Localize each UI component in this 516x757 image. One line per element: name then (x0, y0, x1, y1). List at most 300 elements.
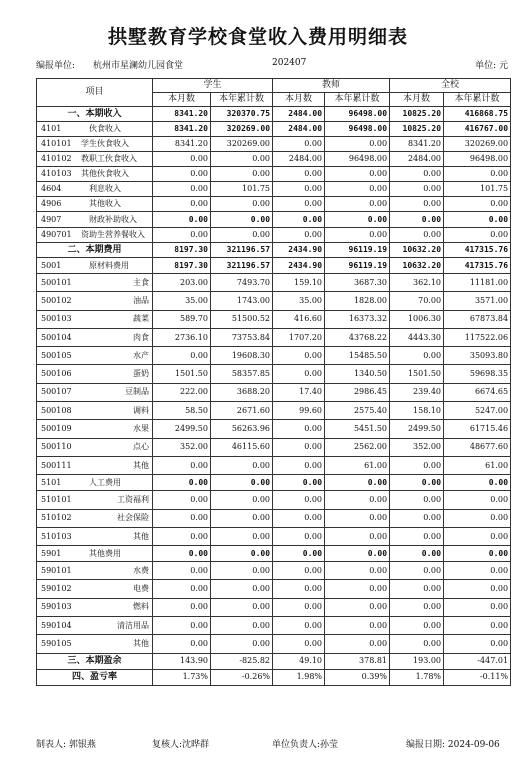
value-cell: 2575.40 (325, 402, 390, 420)
value-cell: 2434.90 (273, 243, 325, 258)
value-cell: 416868.75 (444, 107, 511, 122)
value-cell: 0.00 (444, 167, 511, 182)
table-row (37, 653, 511, 669)
value-cell: 0.00 (273, 347, 325, 365)
value-cell: 0.00 (444, 635, 511, 653)
value-cell: 0.00 (273, 546, 325, 562)
item-code: 4907 (41, 214, 62, 224)
value-cell: 43768.22 (325, 328, 390, 346)
item-code: 410103 (41, 169, 72, 178)
row-label (37, 402, 153, 420)
row-label (37, 243, 153, 258)
sub-header-month: 本月数 (390, 93, 444, 107)
value-cell: 0.00 (325, 598, 390, 616)
value-cell: 8341.20 (153, 122, 211, 137)
value-cell: 158.10 (390, 402, 444, 420)
value-cell: -447.01 (444, 653, 511, 669)
value-cell: 0.00 (444, 475, 511, 491)
value-cell: 2671.60 (211, 402, 273, 420)
row-label (37, 107, 153, 122)
group-header-teacher: 教师 (273, 79, 390, 93)
value-cell: -825.82 (211, 653, 273, 669)
value-cell: 0.00 (211, 475, 273, 491)
value-cell: 0.00 (325, 546, 390, 562)
value-cell: 0.00 (325, 635, 390, 653)
table-row (37, 243, 511, 258)
row-label (37, 475, 153, 491)
value-cell: 159.10 (273, 274, 325, 292)
value-cell: 0.00 (273, 182, 325, 197)
item-name: 其他费用 (89, 548, 121, 558)
item-code: 510102 (41, 513, 72, 523)
value-cell: 320269.00 (211, 122, 273, 137)
table-row (37, 509, 511, 527)
table-row (37, 182, 511, 197)
item-code: 490701 (41, 230, 72, 239)
value-cell: 416.60 (273, 310, 325, 328)
item-name: 油品 (133, 295, 149, 305)
row-label (37, 617, 153, 635)
value-cell: 8341.20 (390, 137, 444, 152)
value-cell: 1501.50 (153, 365, 211, 383)
value-cell: 0.00 (211, 598, 273, 616)
currency-unit: 单位: 元 (475, 61, 508, 71)
value-cell: 0.00 (325, 197, 390, 212)
value-cell: 0.00 (325, 509, 390, 527)
value-cell: 96498.00 (444, 152, 511, 167)
item-name: 蔬菜 (133, 314, 149, 324)
value-cell: 320269.00 (444, 137, 511, 152)
value-cell: 0.00 (325, 527, 390, 545)
value-cell: 0.00 (444, 228, 511, 243)
row-label (37, 212, 153, 228)
table-row (37, 107, 511, 122)
value-cell: 0.00 (153, 562, 211, 580)
table-row (37, 167, 511, 182)
value-cell: 0.00 (211, 617, 273, 635)
item-name: 主食 (133, 277, 149, 287)
value-cell: 1.73% (153, 669, 211, 685)
value-cell: 0.00 (325, 580, 390, 598)
value-cell: 0.00 (273, 509, 325, 527)
value-cell: 1501.50 (390, 365, 444, 383)
item-name: 教职工伙食收入 (81, 154, 137, 163)
value-cell: 7493.70 (211, 274, 273, 292)
value-cell: 0.00 (325, 182, 390, 197)
row-label (37, 274, 153, 292)
value-cell: 0.00 (211, 456, 273, 474)
maker: 制表人: 郭银燕 (36, 740, 96, 750)
value-cell: 0.00 (325, 137, 390, 152)
table-row (37, 383, 511, 401)
value-cell: 0.00 (390, 635, 444, 653)
value-cell: 96119.19 (325, 258, 390, 274)
item-name: 资助生营养餐收入 (81, 230, 145, 239)
value-cell: 0.00 (444, 491, 511, 509)
value-cell: 0.00 (390, 212, 444, 228)
item-code: 500108 (41, 405, 72, 415)
item-code: 410102 (41, 154, 72, 163)
value-cell: 0.00 (273, 167, 325, 182)
row-label (37, 365, 153, 383)
value-cell: 0.00 (444, 598, 511, 616)
value-cell: 3688.20 (211, 383, 273, 401)
value-cell: 0.00 (390, 562, 444, 580)
item-code: 590105 (41, 638, 72, 648)
item-name: 其他 (133, 460, 149, 470)
table-row (37, 328, 511, 346)
value-cell: 0.00 (273, 456, 325, 474)
item-code: 590102 (41, 584, 72, 594)
value-cell: 0.00 (153, 456, 211, 474)
value-cell: 0.00 (444, 212, 511, 228)
item-name: 水费 (133, 565, 149, 575)
value-cell: 417315.76 (444, 243, 511, 258)
table-row (37, 122, 511, 137)
item-name: 调料 (133, 405, 149, 415)
value-cell: 352.00 (390, 438, 444, 456)
value-cell: 10632.20 (390, 258, 444, 274)
row-label (37, 347, 153, 365)
value-cell: 0.00 (153, 509, 211, 527)
value-cell: 0.00 (153, 546, 211, 562)
value-cell: 1006.30 (390, 310, 444, 328)
table-row (37, 562, 511, 580)
value-cell: 0.00 (390, 475, 444, 491)
value-cell: 0.00 (390, 598, 444, 616)
group-header-school: 全校 (390, 79, 511, 93)
value-cell: 0.00 (273, 580, 325, 598)
item-name: 其他收入 (89, 199, 121, 208)
item-code: 510101 (41, 494, 72, 504)
value-cell: 0.00 (390, 347, 444, 365)
item-name: 财政补助收入 (89, 214, 137, 224)
value-cell: -0.11% (444, 669, 511, 685)
value-cell: 0.00 (273, 228, 325, 243)
item-name: 清洁用品 (117, 620, 149, 630)
row-label (37, 527, 153, 545)
table-row (37, 617, 511, 635)
value-cell: 8197.30 (153, 258, 211, 274)
table-row (37, 402, 511, 420)
value-cell: 416767.00 (444, 122, 511, 137)
value-cell: 1.98% (273, 669, 325, 685)
value-cell: 8341.20 (153, 107, 211, 122)
table-row (37, 420, 511, 438)
table-row (37, 456, 511, 474)
value-cell: 96498.00 (325, 107, 390, 122)
item-code: 410101 (41, 139, 72, 148)
value-cell: 0.00 (390, 197, 444, 212)
item-code: 500105 (41, 350, 72, 360)
value-cell: 15485.50 (325, 347, 390, 365)
item-code: 500101 (41, 277, 72, 287)
item-name: 二、本期费用 (67, 244, 122, 255)
value-cell: 0.00 (390, 456, 444, 474)
value-cell: 0.00 (273, 527, 325, 545)
item-code: 500107 (41, 387, 72, 397)
table-row (37, 212, 511, 228)
row-label (37, 669, 153, 685)
row-label (37, 546, 153, 562)
value-cell: 0.00 (211, 212, 273, 228)
value-cell: 239.40 (390, 383, 444, 401)
item-code: 4101 (41, 124, 62, 133)
unit-label: 编报单位: (36, 61, 76, 71)
value-cell: 193.00 (390, 653, 444, 669)
value-cell: 8197.30 (153, 243, 211, 258)
table-row (37, 580, 511, 598)
value-cell: 10825.20 (390, 122, 444, 137)
row-label (37, 420, 153, 438)
item-name: 一、本期收入 (67, 108, 122, 119)
table-row (37, 197, 511, 212)
table-row (37, 598, 511, 616)
value-cell: 0.00 (153, 580, 211, 598)
value-cell: 61.00 (444, 456, 511, 474)
value-cell: 0.00 (390, 167, 444, 182)
row-label (37, 491, 153, 509)
item-code: 4604 (41, 184, 62, 193)
value-cell: 417315.76 (444, 258, 511, 274)
value-cell: 0.00 (153, 598, 211, 616)
report-date: 编报日期: 2024-09-06 (406, 740, 500, 750)
row-label (37, 383, 153, 401)
value-cell: 101.75 (211, 182, 273, 197)
value-cell: 19608.30 (211, 347, 273, 365)
row-label (37, 562, 153, 580)
value-cell: 378.81 (325, 653, 390, 669)
item-name: 其他 (133, 531, 149, 541)
value-cell: 0.00 (211, 580, 273, 598)
sub-header-ytd: 本年累计数 (444, 93, 511, 107)
value-cell: 0.00 (390, 182, 444, 197)
value-cell: 0.00 (153, 617, 211, 635)
value-cell: 321196.57 (211, 258, 273, 274)
value-cell: 0.00 (211, 152, 273, 167)
item-code: 590101 (41, 565, 72, 575)
value-cell: 99.60 (273, 402, 325, 420)
value-cell: 0.00 (273, 197, 325, 212)
report-period: 202407 (272, 58, 307, 68)
row-label (37, 292, 153, 310)
value-cell: 1828.00 (325, 292, 390, 310)
value-cell: 0.00 (211, 491, 273, 509)
item-code: 590104 (41, 620, 72, 630)
value-cell: 0.00 (211, 167, 273, 182)
item-code: 510103 (41, 531, 72, 541)
row-label (37, 258, 153, 274)
item-name: 其他伙食收入 (81, 169, 129, 178)
table-row (37, 491, 511, 509)
value-cell: 2562.00 (325, 438, 390, 456)
sub-header-month: 本月数 (273, 93, 325, 107)
value-cell: 0.00 (273, 598, 325, 616)
value-cell: 48677.60 (444, 438, 511, 456)
value-cell: 0.00 (153, 167, 211, 182)
value-cell: 0.00 (390, 580, 444, 598)
value-cell: 143.90 (153, 653, 211, 669)
value-cell: 0.00 (325, 212, 390, 228)
value-cell: 10825.20 (390, 107, 444, 122)
value-cell: 16373.32 (325, 310, 390, 328)
table-row (37, 152, 511, 167)
value-cell: 0.00 (153, 228, 211, 243)
table-row (37, 527, 511, 545)
value-cell: 5247.00 (444, 402, 511, 420)
value-cell: 0.00 (273, 212, 325, 228)
table-row (37, 365, 511, 383)
value-cell: 0.00 (325, 475, 390, 491)
value-cell: 0.00 (325, 617, 390, 635)
item-code: 5101 (41, 477, 62, 487)
value-cell: 0.00 (273, 562, 325, 580)
value-cell: 320269.00 (211, 137, 273, 152)
row-label (37, 197, 153, 212)
value-cell: 0.00 (444, 527, 511, 545)
value-cell: 70.00 (390, 292, 444, 310)
row-label (37, 137, 153, 152)
value-cell: 0.00 (211, 546, 273, 562)
item-name: 电费 (133, 584, 149, 594)
value-cell: 0.00 (211, 635, 273, 653)
value-cell: 10632.20 (390, 243, 444, 258)
item-name: 原材料费用 (89, 260, 129, 270)
value-cell: 11181.00 (444, 274, 511, 292)
value-cell: 0.00 (273, 491, 325, 509)
group-header-student: 学生 (153, 79, 273, 93)
value-cell: 56263.96 (211, 420, 273, 438)
item-code: 500104 (41, 332, 72, 342)
value-cell: 46115.60 (211, 438, 273, 456)
item-name: 水果 (133, 424, 149, 434)
value-cell: 2736.10 (153, 328, 211, 346)
table-row (37, 635, 511, 653)
value-cell: 0.00 (273, 617, 325, 635)
sub-header-ytd: 本年累计数 (325, 93, 390, 107)
unit-head: 单位负责人:孙莹 (272, 740, 339, 750)
item-name: 四、盈亏率 (71, 671, 117, 682)
value-cell: 2499.50 (153, 420, 211, 438)
sub-header-ytd: 本年累计数 (211, 93, 273, 107)
row-label (37, 152, 153, 167)
value-cell: 0.00 (273, 365, 325, 383)
value-cell: 2484.00 (390, 152, 444, 167)
item-name: 肉食 (133, 332, 149, 342)
item-name: 点心 (133, 442, 149, 452)
value-cell: 321196.57 (211, 243, 273, 258)
value-cell: 352.00 (153, 438, 211, 456)
value-cell: 67873.84 (444, 310, 511, 328)
item-code: 590103 (41, 602, 72, 612)
value-cell: 0.00 (390, 546, 444, 562)
item-name: 社会保险 (117, 513, 149, 523)
value-cell: -0.26% (211, 669, 273, 685)
value-cell: 1340.50 (325, 365, 390, 383)
item-name: 伙食收入 (89, 124, 121, 133)
value-cell: 320370.75 (211, 107, 273, 122)
value-cell: 117522.06 (444, 328, 511, 346)
detail-table (36, 78, 511, 686)
value-cell: 0.00 (211, 527, 273, 545)
row-label (37, 167, 153, 182)
value-cell: 61715.46 (444, 420, 511, 438)
report-title: 拱墅教育学校食堂收入费用明细表 (107, 26, 408, 48)
table-row (37, 258, 511, 274)
row-label (37, 598, 153, 616)
value-cell: 0.00 (153, 527, 211, 545)
row-label (37, 228, 153, 243)
value-cell: 0.00 (153, 491, 211, 509)
value-cell: 0.00 (153, 635, 211, 653)
value-cell: 101.75 (444, 182, 511, 197)
value-cell: 1707.20 (273, 328, 325, 346)
item-name: 蛋奶 (133, 369, 149, 379)
item-code: 5901 (41, 548, 62, 558)
value-cell: 0.00 (211, 228, 273, 243)
item-name: 利息收入 (89, 184, 121, 193)
row-label (37, 653, 153, 669)
value-cell: 6674.65 (444, 383, 511, 401)
value-cell: 2484.00 (273, 122, 325, 137)
value-cell: 96498.00 (325, 122, 390, 137)
item-code: 500103 (41, 314, 72, 324)
value-cell: 96119.19 (325, 243, 390, 258)
value-cell: 0.00 (390, 491, 444, 509)
value-cell: 0.00 (444, 580, 511, 598)
table-row (37, 274, 511, 292)
value-cell: 0.39% (325, 669, 390, 685)
value-cell: 1743.00 (211, 292, 273, 310)
value-cell: 2986.45 (325, 383, 390, 401)
row-label (37, 122, 153, 137)
value-cell: 222.00 (153, 383, 211, 401)
value-cell: 35.00 (273, 292, 325, 310)
value-cell: 0.00 (390, 527, 444, 545)
value-cell: 2499.50 (390, 420, 444, 438)
row-label (37, 509, 153, 527)
value-cell: 0.00 (211, 509, 273, 527)
value-cell: 0.00 (153, 182, 211, 197)
item-header: 项目 (37, 79, 153, 107)
table-row (37, 546, 511, 562)
value-cell: 51500.52 (211, 310, 273, 328)
row-label (37, 635, 153, 653)
value-cell: 0.00 (444, 546, 511, 562)
value-cell: 96498.00 (325, 152, 390, 167)
item-code: 500109 (41, 424, 72, 434)
table-row (37, 669, 511, 685)
value-cell: 0.00 (390, 228, 444, 243)
value-cell: 0.00 (325, 167, 390, 182)
item-name: 人工费用 (89, 477, 121, 487)
value-cell: 0.00 (390, 509, 444, 527)
value-cell: 0.00 (153, 347, 211, 365)
value-cell: 58357.85 (211, 365, 273, 383)
value-cell: 0.00 (273, 475, 325, 491)
item-name: 燃料 (133, 602, 149, 612)
table-row (37, 137, 511, 152)
unit-name: 杭州市星澜幼儿园食堂 (93, 61, 184, 71)
row-label (37, 328, 153, 346)
value-cell: 0.00 (325, 491, 390, 509)
value-cell: 362.10 (390, 274, 444, 292)
item-name: 水产 (133, 350, 149, 360)
value-cell: 5451.50 (325, 420, 390, 438)
value-cell: 589.70 (153, 310, 211, 328)
value-cell: 0.00 (444, 509, 511, 527)
reviewer: 复核人:沈晔群 (152, 740, 210, 750)
